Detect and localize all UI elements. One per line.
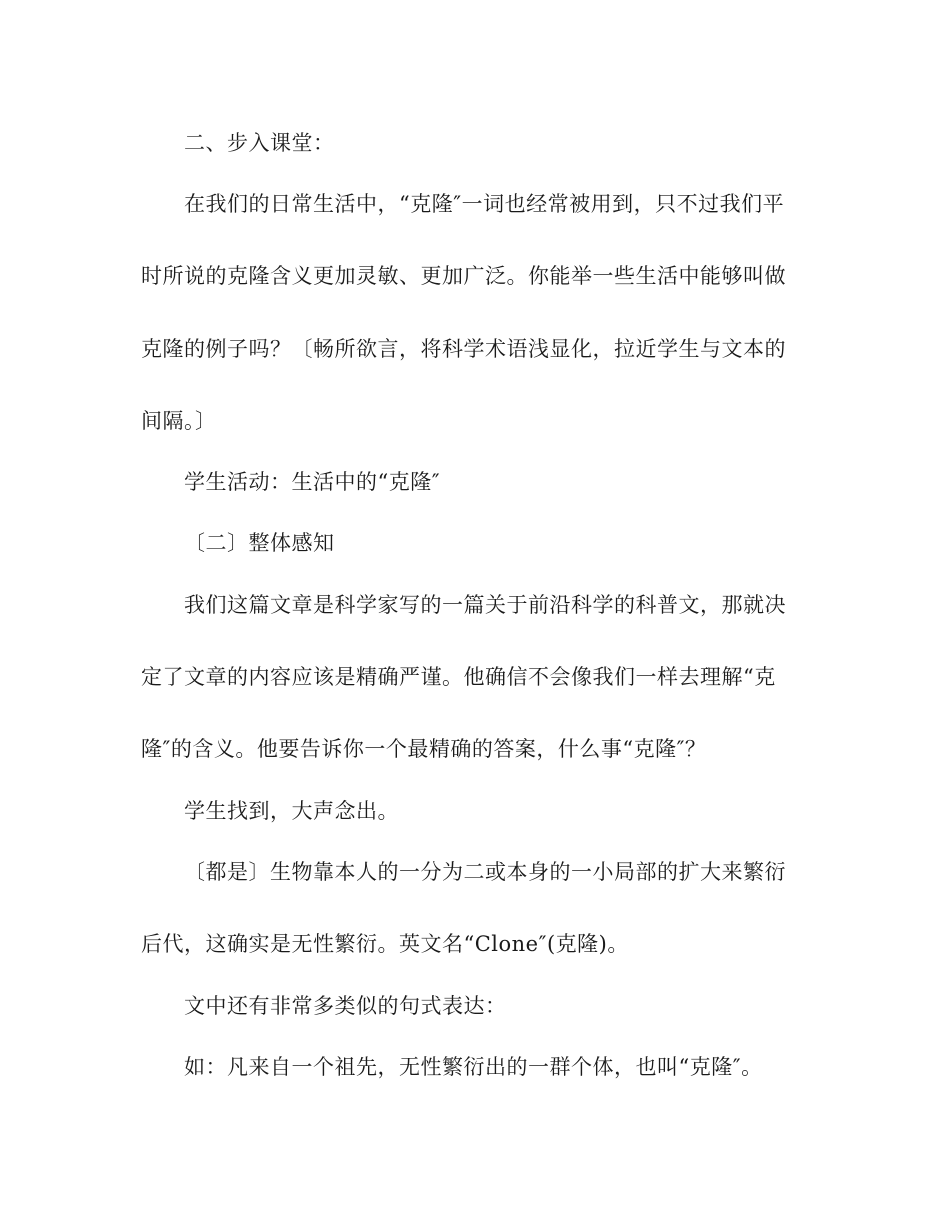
section-heading-step-into-class: 二、步入课堂： [184,131,335,155]
student-activity-line: 学生活动：生活中的“克隆″ [184,470,441,494]
paragraph-line: 隆″的含义。他要告诉你一个最精确的答案，什么事“克隆″？ [141,737,707,761]
paragraph-line: 学生找到，大声念出。 [184,799,399,823]
paragraph-line: 文中还有非常多类似的句式表达： [184,994,507,1018]
paragraph-line: 后代，这确实是无性繁衍。英文名“Clone″(克隆)。 [141,932,629,956]
paragraph-line: 间隔。〕 [141,409,217,433]
paragraph-line: 〔都是〕生物靠本人的一分为二或本身的一小局部的扩大来繁衍 [184,860,786,884]
paragraph-line: 我们这篇文章是科学家写的一篇关于前沿科学的科普文，那就决 [184,593,786,617]
section-heading-overall-perception: 〔二〕整体感知 [184,531,335,555]
paragraph-line: 如：凡来自一个祖先，无性繁衍出的一群个体，也叫“克隆″。 [184,1055,763,1079]
paragraph-line: 克隆的例子吗？〔畅所欲言，将科学术语浅显化，拉近学生与文本的 [141,337,786,361]
paragraph-line: 时所说的克隆含义更加灵敏、更加广泛。你能举一些生活中能够叫做 [141,264,786,288]
paragraph-line: 定了文章的内容应该是精确严谨。他确信不会像我们一样去理解“克 [141,665,776,689]
paragraph-line: 在我们的日常生活中，“克隆″一词也经常被用到，只不过我们平 [184,192,785,216]
